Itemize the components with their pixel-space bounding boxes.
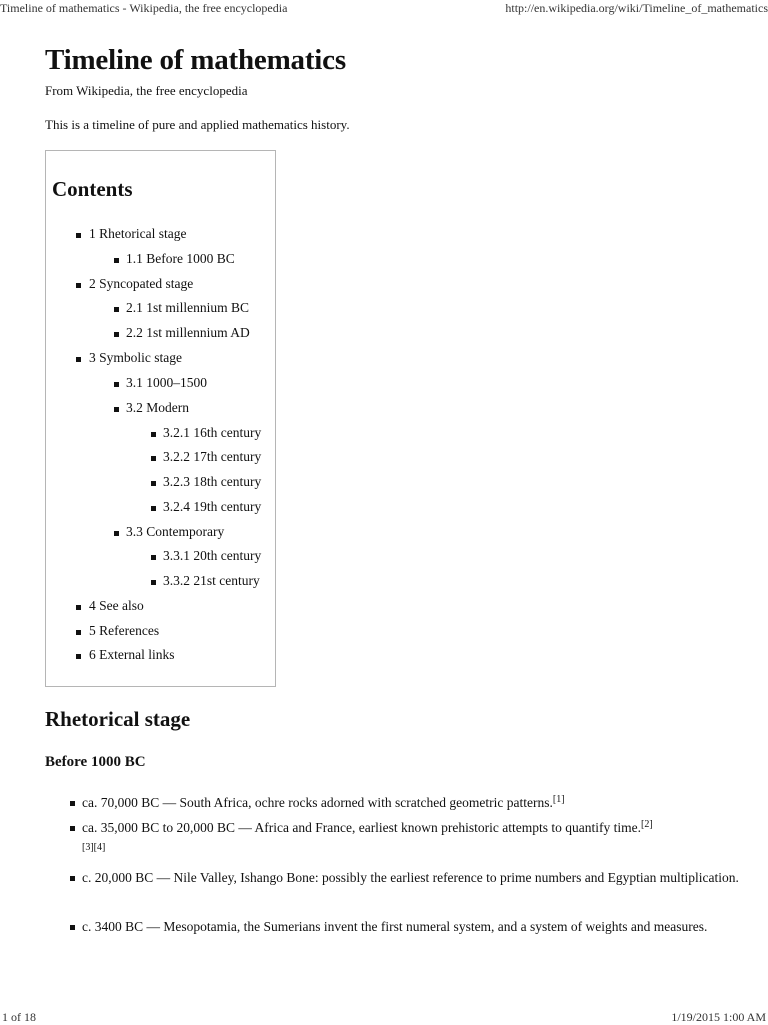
toc-link-18th-century[interactable]: 3.2.3 18th century bbox=[163, 474, 262, 489]
toc-bullet-icon bbox=[151, 506, 156, 511]
toc-bullet-icon bbox=[76, 630, 81, 635]
toc-bullet-icon bbox=[114, 407, 119, 412]
toc-bullet-icon bbox=[114, 382, 119, 387]
subsection-heading-before-1000-bc: Before 1000 BC bbox=[45, 754, 146, 770]
section-heading-rhetorical-stage: Rhetorical stage bbox=[45, 707, 191, 731]
toc-link-external-links[interactable]: 6 External links bbox=[89, 647, 175, 662]
intro-paragraph: This is a timeline of pure and applied mathematics history. bbox=[45, 117, 350, 132]
toc-link-contemporary[interactable]: 3.3 Contemporary bbox=[126, 524, 225, 539]
page-title: Timeline of mathematics bbox=[45, 44, 346, 76]
toc-link-see-also[interactable]: 4 See also bbox=[89, 598, 144, 613]
toc-link-rhetorical-stage[interactable]: 1 Rhetorical stage bbox=[89, 226, 187, 241]
toc-bullet-icon bbox=[114, 332, 119, 337]
toc-bullet-icon bbox=[151, 555, 156, 560]
toc-link-21st-century[interactable]: 3.3.2 21st century bbox=[163, 573, 260, 588]
toc-link-syncopated-stage[interactable]: 2 Syncopated stage bbox=[89, 276, 194, 291]
citation-links[interactable]: [3][4] bbox=[82, 842, 106, 853]
toc-bullet-icon bbox=[151, 481, 156, 486]
toc-link-references[interactable]: 5 References bbox=[89, 623, 160, 638]
toc-link-symbolic-stage[interactable]: 3 Symbolic stage bbox=[89, 350, 182, 365]
toc-link-1st-millennium-ad[interactable]: 2.2 1st millennium AD bbox=[126, 325, 250, 340]
table-of-contents bbox=[45, 150, 276, 687]
toc-title: Contents bbox=[52, 177, 133, 201]
list-bullet-icon bbox=[70, 801, 75, 806]
toc-bullet-icon bbox=[114, 258, 119, 263]
list-item-text: c. 20,000 BC — Nile Valley, Ishango Bone: possibly the earliest reference to prime numbers and Egyptian multiplication. bbox=[82, 870, 739, 885]
list-item-text: ca. 35,000 BC to 20,000 BC — Africa and France, earliest known prehistoric attempts to quantify time. bbox=[82, 820, 642, 835]
toc-bullet-icon bbox=[76, 605, 81, 610]
citation-link[interactable]: [2] bbox=[641, 819, 653, 830]
toc-link-16th-century[interactable]: 3.2.1 16th century bbox=[163, 425, 262, 440]
toc-bullet-icon bbox=[114, 307, 119, 312]
print-footer-page-count: 1 of 18 bbox=[2, 1010, 36, 1024]
list-bullet-icon bbox=[70, 876, 75, 881]
toc-link-19th-century[interactable]: 3.2.4 19th century bbox=[163, 499, 262, 514]
list-bullet-icon bbox=[70, 826, 75, 831]
list-item bbox=[82, 915, 742, 939]
toc-bullet-icon bbox=[76, 283, 81, 288]
print-header-title: Timeline of mathematics - Wikipedia, the free encyclopedia bbox=[0, 1, 288, 15]
list-item-text: ca. 70,000 BC — South Africa, ochre rocks adorned with scratched geometric patterns. bbox=[82, 795, 553, 810]
list-item-text: c. 3400 BC — Mesopotamia, the Sumerians invent the first numeral system, and a system of weights and measures. bbox=[82, 919, 708, 934]
site-tagline: From Wikipedia, the free encyclopedia bbox=[45, 83, 248, 98]
toc-link-1st-millennium-bc[interactable]: 2.1 1st millennium BC bbox=[126, 300, 250, 315]
citation-link[interactable]: [1] bbox=[552, 794, 565, 805]
toc-bullet-icon bbox=[114, 531, 119, 536]
list-item bbox=[82, 791, 742, 815]
toc-bullet-icon bbox=[76, 357, 81, 362]
toc-link-17th-century[interactable]: 3.2.2 17th century bbox=[163, 449, 262, 464]
list-item bbox=[82, 816, 742, 840]
toc-link-modern[interactable]: 3.2 Modern bbox=[126, 400, 189, 415]
toc-bullet-icon bbox=[76, 233, 81, 238]
toc-link-before-1000-bc[interactable]: 1.1 Before 1000 BC bbox=[126, 251, 235, 266]
toc-bullet-icon bbox=[151, 456, 156, 461]
print-footer-timestamp: 1/19/2015 1:00 AM bbox=[671, 1010, 766, 1024]
toc-link-1000-1500[interactable]: 3.1 1000–1500 bbox=[126, 375, 207, 390]
toc-bullet-icon bbox=[151, 580, 156, 585]
toc-bullet-icon bbox=[151, 432, 156, 437]
toc-bullet-icon bbox=[76, 654, 81, 659]
toc-link-20th-century[interactable]: 3.3.1 20th century bbox=[163, 548, 262, 563]
print-header-url: http://en.wikipedia.org/wiki/Timeline_of_mathematics bbox=[505, 1, 768, 15]
list-bullet-icon bbox=[70, 925, 75, 930]
list-item bbox=[82, 866, 742, 890]
